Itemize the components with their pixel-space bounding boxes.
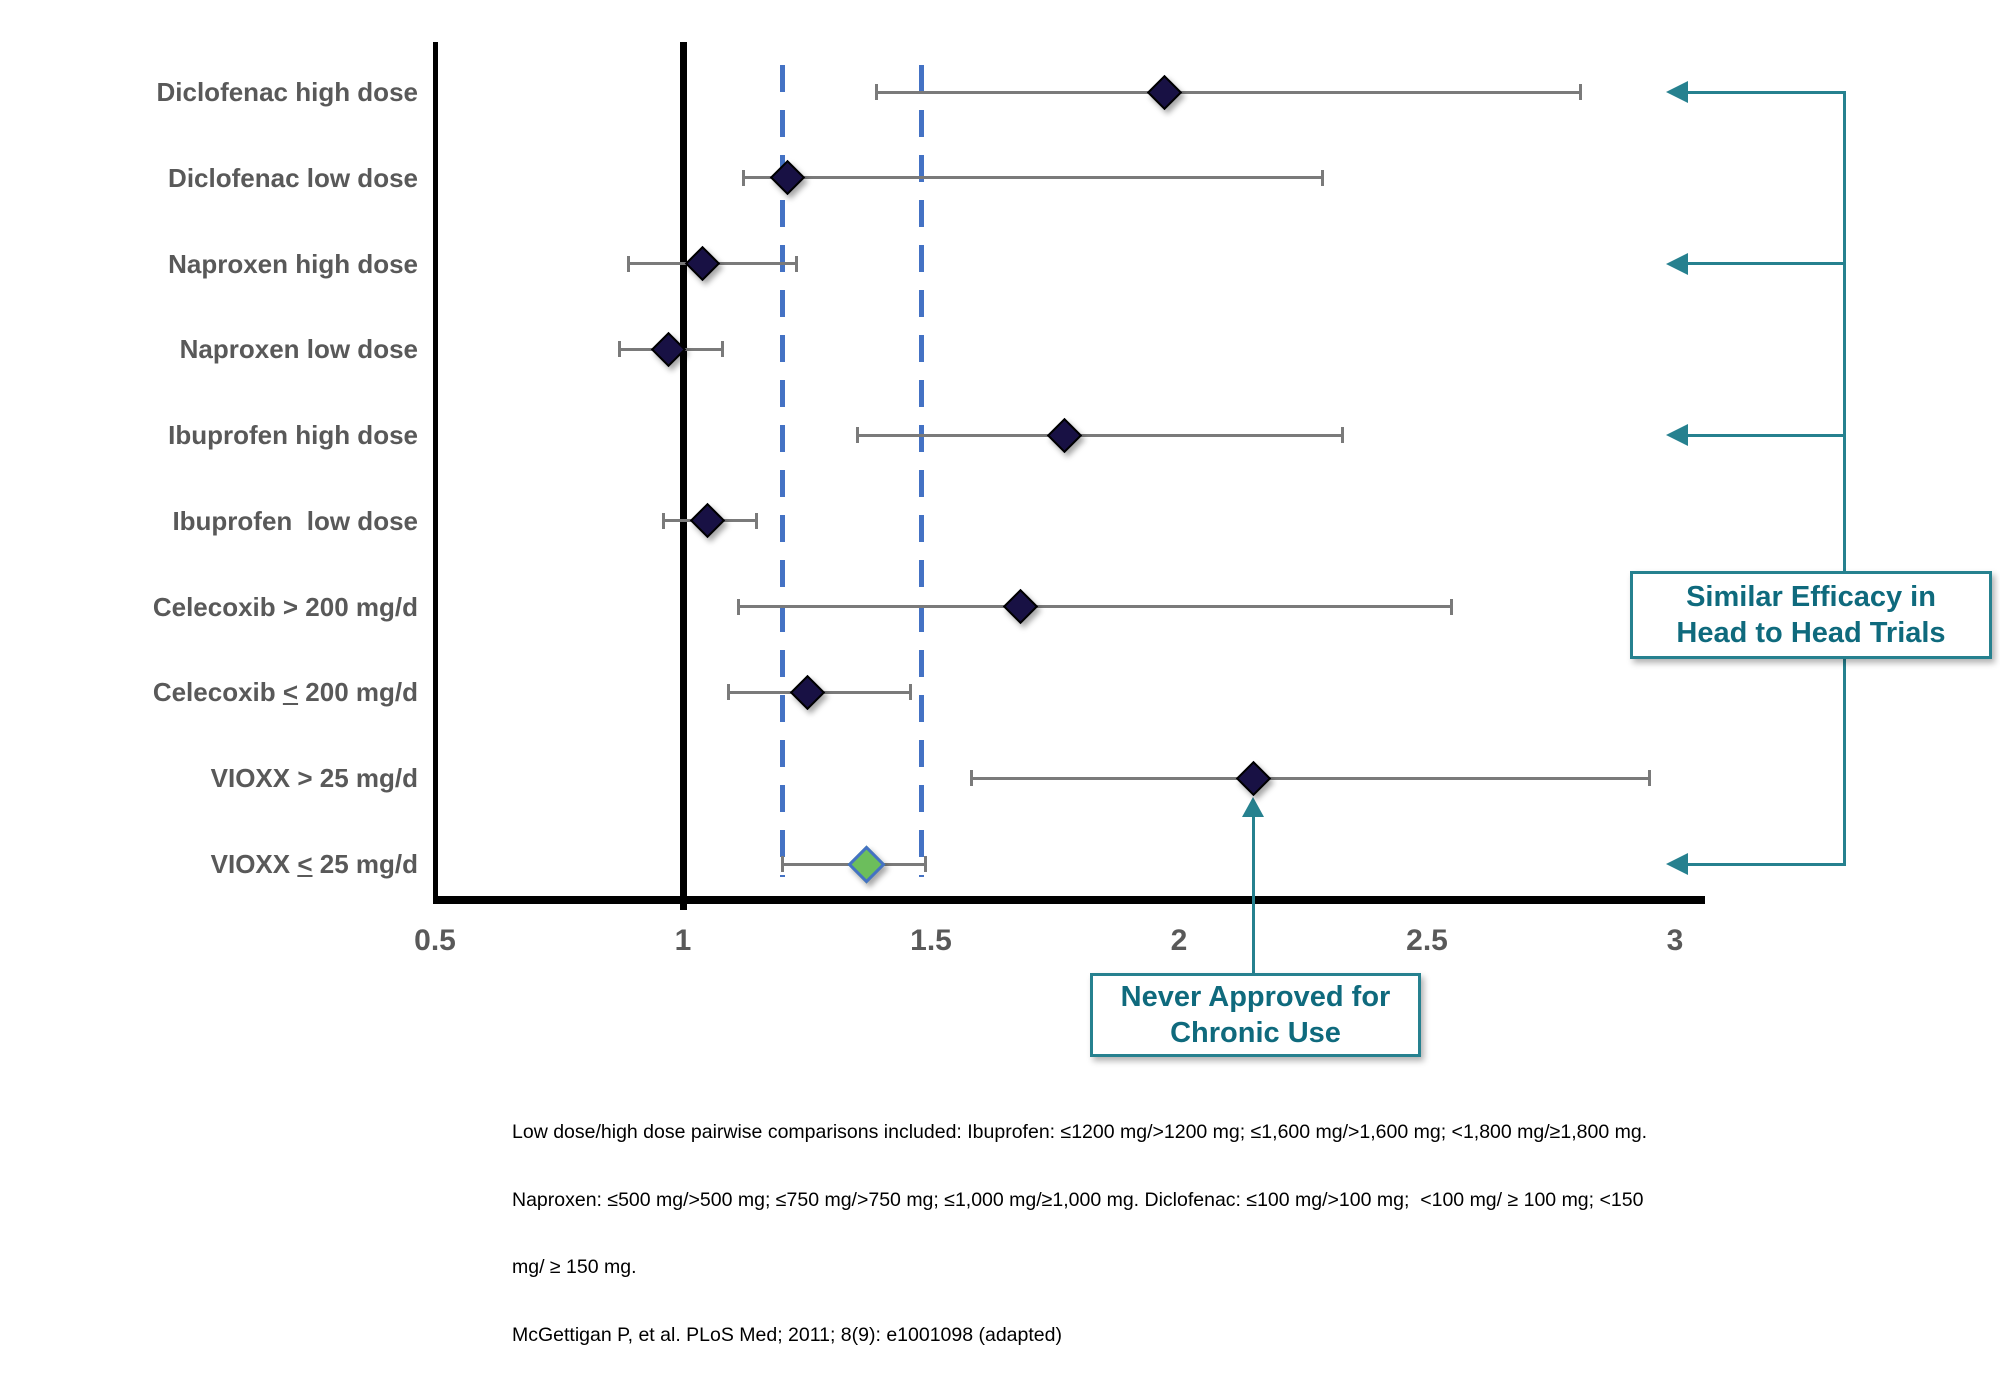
confidence-interval-bar xyxy=(743,176,1323,179)
similar-efficacy-line2: Head to Head Trials xyxy=(1676,617,1946,649)
x-tick-label: 1 xyxy=(674,924,692,957)
confidence-interval-bar xyxy=(971,777,1651,780)
row-label-text: VIOXX > 25 mg/d xyxy=(210,763,418,794)
row-label-text: 200 mg/d xyxy=(298,677,418,708)
row-label-text: Naproxen high dose xyxy=(168,248,418,279)
head-to-head-arrowhead xyxy=(1666,253,1688,275)
head-to-head-connector-line xyxy=(1843,92,1846,864)
diamond-marker-navy xyxy=(1003,589,1038,624)
head-to-head-arrowhead xyxy=(1666,424,1688,446)
confidence-interval-cap-left xyxy=(618,341,621,357)
never-approved-line1: Never Approved for xyxy=(1120,981,1391,1013)
diamond-marker-navy xyxy=(690,503,725,538)
x-tick-label: 0.5 xyxy=(414,924,456,957)
row-label-text: Naproxen low dose xyxy=(179,334,418,365)
row-label-text: Ibuprofen high dose xyxy=(168,420,418,451)
row-label-underlined-char: < xyxy=(297,849,313,880)
diamond-marker-navy xyxy=(789,675,824,710)
confidence-interval-cap-right xyxy=(909,684,912,700)
row-label-text: VIOXX xyxy=(210,849,298,880)
confidence-interval-cap-left xyxy=(727,684,730,700)
dashed-guide-line xyxy=(919,65,924,877)
confidence-interval-cap-right xyxy=(721,341,724,357)
reference-line-rr1 xyxy=(680,42,687,910)
row-label xyxy=(0,761,418,795)
head-to-head-arrow-shaft xyxy=(1688,91,1846,94)
head-to-head-arrowhead xyxy=(1666,853,1688,875)
confidence-interval-cap-left xyxy=(737,599,740,615)
confidence-interval-bar xyxy=(738,605,1452,608)
head-to-head-arrow-shaft xyxy=(1688,434,1846,437)
confidence-interval-cap-right xyxy=(1579,84,1582,100)
confidence-interval-cap-left xyxy=(662,513,665,529)
footnote-line2: Naproxen: ≤500 mg/>500 mg; ≤750 mg/>750 mg; ≤1,000 mg/≥1,000 mg. Diclofenac: ≤100 mg/>100 mg; <100 mg/ ≥ 100 mg; <150 xyxy=(512,1188,1644,1211)
row-label xyxy=(0,75,418,109)
confidence-interval-cap-left xyxy=(781,856,784,872)
row-label xyxy=(0,504,418,538)
row-label-underlined-char: < xyxy=(282,677,299,708)
footnote-line4: McGettigan P, et al. PLoS Med; 2011; 8(9): e1001098 (adapted) xyxy=(512,1323,1062,1346)
confidence-interval-cap-right xyxy=(795,256,798,272)
confidence-interval-cap-right xyxy=(1321,170,1324,186)
never-approved-arrow-shaft xyxy=(1252,817,1255,973)
diamond-marker-navy xyxy=(1146,74,1181,109)
row-label xyxy=(0,590,418,624)
diamond-marker-navy xyxy=(685,246,720,281)
data-point-diamond xyxy=(852,849,882,879)
row-label-text: Diclofenac high dose xyxy=(156,77,418,107)
row-label xyxy=(0,847,418,881)
never-approved-line2: Chronic Use xyxy=(1170,1017,1341,1049)
diamond-marker-navy xyxy=(769,160,804,195)
confidence-interval-cap-right xyxy=(755,513,758,529)
row-label-text: 25 mg/d xyxy=(312,849,418,880)
row-label-text: Diclofenac low dose xyxy=(168,162,418,193)
confidence-interval-cap-right xyxy=(1341,427,1344,443)
data-point-diamond xyxy=(688,249,718,279)
head-to-head-arrow-shaft xyxy=(1688,262,1846,265)
data-point-diamond xyxy=(792,677,822,707)
similar-efficacy-line1: Similar Efficacy in xyxy=(1686,581,1936,613)
similar-efficacy-callout xyxy=(1630,571,1992,659)
x-axis-line xyxy=(433,896,1705,904)
row-label xyxy=(0,247,418,281)
x-tick-label: 2.5 xyxy=(1406,924,1448,957)
confidence-interval-cap-right xyxy=(1450,599,1453,615)
diamond-marker-green xyxy=(847,845,885,883)
head-to-head-arrowhead xyxy=(1666,81,1688,103)
never-approved-callout xyxy=(1090,973,1421,1057)
footnote xyxy=(512,1076,1647,1391)
confidence-interval-cap-left xyxy=(875,84,878,100)
head-to-head-arrow-shaft xyxy=(1688,863,1846,866)
data-point-diamond xyxy=(1238,763,1268,793)
row-label xyxy=(0,332,418,366)
confidence-interval-cap-left xyxy=(627,256,630,272)
confidence-interval-cap-right xyxy=(924,856,927,872)
row-label xyxy=(0,161,418,195)
diamond-marker-navy xyxy=(1236,761,1271,796)
data-point-diamond xyxy=(1050,420,1080,450)
x-tick-label: 3 xyxy=(1666,924,1684,957)
data-point-diamond xyxy=(653,334,683,364)
x-tick-label: 2 xyxy=(1170,924,1188,957)
row-label-text: Celecoxib xyxy=(152,677,283,708)
confidence-interval-cap-right xyxy=(1648,770,1651,786)
never-approved-arrowhead xyxy=(1242,797,1264,817)
data-point-diamond xyxy=(693,506,723,536)
data-point-diamond xyxy=(772,163,802,193)
data-point-diamond xyxy=(1005,592,1035,622)
confidence-interval-cap-left xyxy=(856,427,859,443)
data-point-diamond xyxy=(1149,77,1179,107)
confidence-interval-bar xyxy=(876,91,1580,94)
confidence-interval-cap-left xyxy=(742,170,745,186)
row-label-text: Celecoxib > 200 mg/d xyxy=(152,591,418,622)
row-label-text: Ibuprofen low dose xyxy=(172,505,418,536)
footnote-line3: mg/ ≥ 150 mg. xyxy=(512,1256,637,1278)
confidence-interval-cap-left xyxy=(970,770,973,786)
footnote-line1: Low dose/high dose pairwise comparisons included: Ibuprofen: ≤1200 mg/>1200 mg; ≤1,600 mg/>1,600 mg; <1,800 mg/≥1,800 mg. xyxy=(512,1121,1648,1143)
row-label xyxy=(0,675,418,709)
diamond-marker-navy xyxy=(1047,417,1082,452)
y-axis-line xyxy=(433,42,438,904)
confidence-interval-bar xyxy=(857,434,1343,437)
diamond-marker-navy xyxy=(650,332,685,367)
row-label xyxy=(0,418,418,452)
x-tick-label: 1.5 xyxy=(910,924,952,957)
